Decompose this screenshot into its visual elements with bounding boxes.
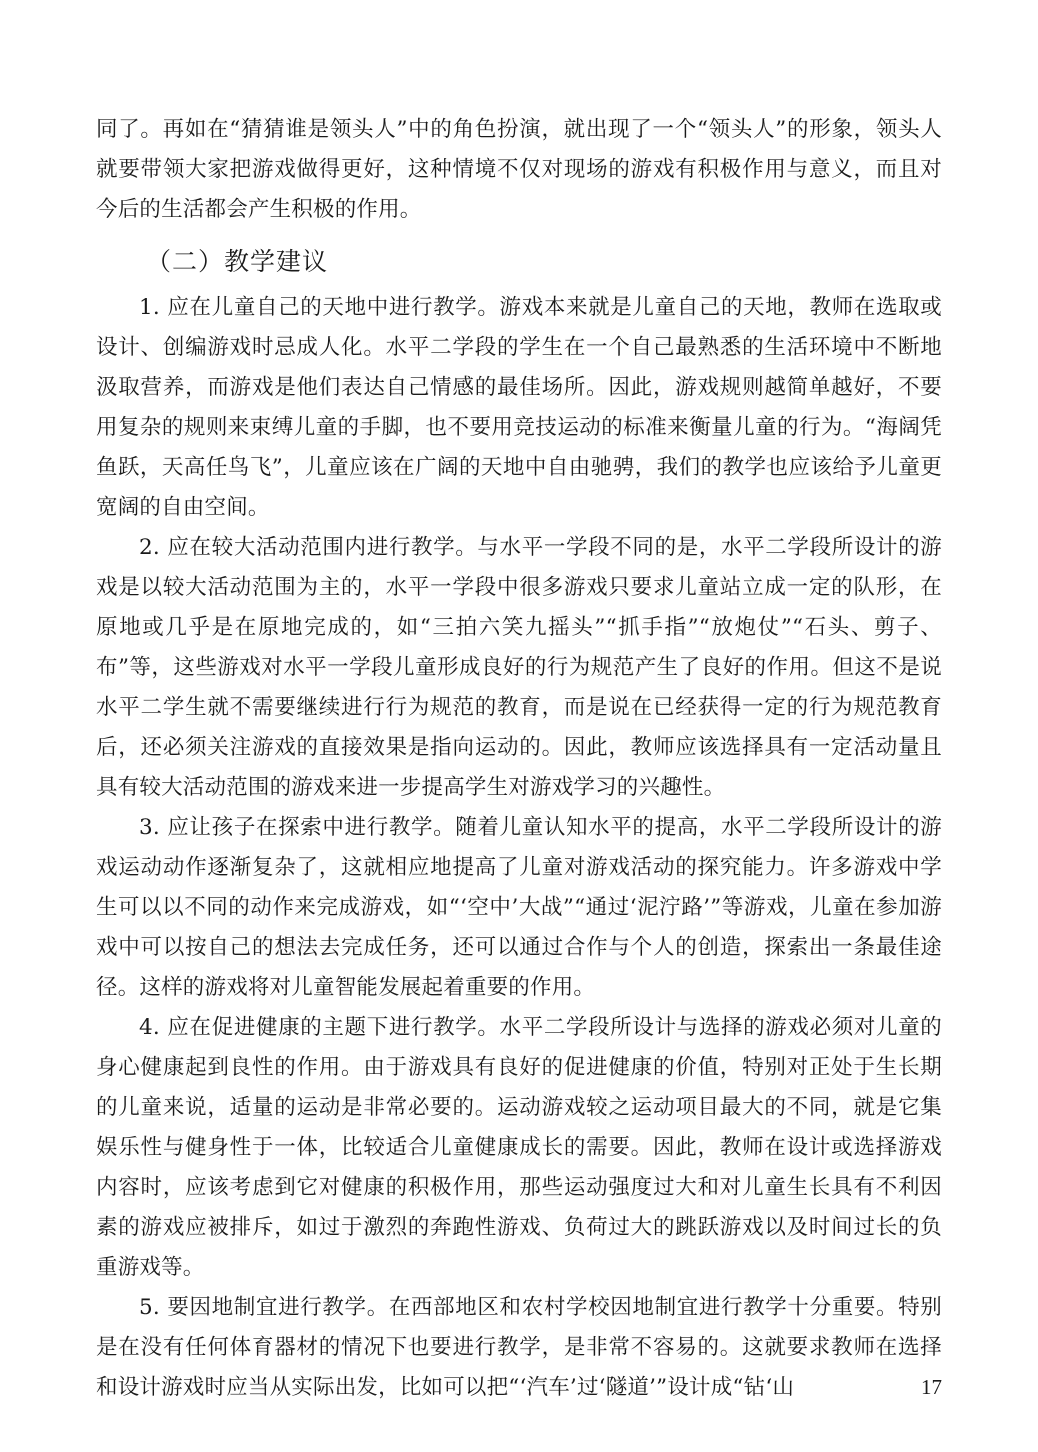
- paragraph-item-1: 1. 应在儿童自己的天地中进行教学。游戏本来就是儿童自己的天地，教师在选取或设计、创编游戏时忌成人化。水平二学段的学生在一个自己最熟悉的生活环境中不断地汲取营养，而游戏是他们表达自己情感的最佳场所。因此，游戏规则越简单越好，不要用复杂的规则来束缚儿童的手脚，也不要用竞技运动的标准来衡量儿童的行为。“海阔凭鱼跃，天高任鸟飞”，儿童应该在广阔的天地中自由驰骋，我们的教学也应该给予儿童更宽阔的自由空间。: [96, 295, 942, 520]
- page-content: [96, 110, 942, 1408]
- paragraph-item-2: 2. 应在较大活动范围内进行教学。与水平一学段不同的是，水平二学段所设计的游戏是以较大活动范围为主的，水平一学段中很多游戏只要求儿童站立成一定的队形，在原地或几乎是在原地完成的，如“三拍六笑九摇头”“抓手指”“放炮仗”“石头、剪子、布”等，这些游戏对水平一学段儿童形成良好的行为规范产生了良好的作用。但这不是说水平二学生就不需要继续进行行为规范的教育，而是说在已经获得一定的行为规范教育后，还必须关注游戏的直接效果是指向运动的。因此，教师应该选择具有一定活动量且具有较大活动范围的游戏来进一步提高学生对游戏学习的兴趣性。: [96, 535, 942, 800]
- paragraph-item-5: 5. 要因地制宜进行教学。在西部地区和农村学校因地制宜进行教学十分重要。特别是在没有任何体育器材的情况下也要进行教学，是非常不容易的。这就要求教师在选择和设计游戏时应当从实际出发，比如可以把“‘汽车’过‘隧道’”设计成“钻‘山: [96, 1295, 942, 1400]
- paragraph-item-3: 3. 应让孩子在探索中进行教学。随着儿童认知水平的提高，水平二学段所设计的游戏运动动作逐渐复杂了，这就相应地提高了儿童对游戏活动的探究能力。许多游戏中学生可以以不同的动作来完成游戏，如“‘空中’大战”“通过‘泥泞路’”等游戏，儿童在参加游戏中可以按自己的想法去完成任务，还可以通过合作与个人的创造，探索出一条最佳途径。这样的游戏将对儿童智能发展起着重要的作用。: [96, 815, 942, 1000]
- section-heading: （二）教学建议: [146, 247, 329, 276]
- page-number: 17: [921, 1375, 942, 1399]
- paragraph-item-4: 4. 应在促进健康的主题下进行教学。水平二学段所设计与选择的游戏必须对儿童的身心健康起到良性的作用。由于游戏具有良好的促进健康的价值，特别对正处于生长期的儿童来说，适量的运动是非常必要的。运动游戏较之运动项目最大的不同，就是它集娱乐性与健身性于一体，比较适合儿童健康成长的需要。因此，教师在设计或选择游戏内容时，应该考虑到它对健康的积极作用，那些运动强度过大和对儿童生长具有不利因素的游戏应被排斥，如过于激烈的奔跑性游戏、负荷过大的跳跃游戏以及时间过长的负重游戏等。: [96, 1015, 942, 1280]
- paragraph-continuation: 同了。再如在“猜猜谁是领头人”中的角色扮演，就出现了一个“领头人”的形象，领头人就要带领大家把游戏做得更好，这种情境不仅对现场的游戏有积极作用与意义，而且对今后的生活都会产生积极的作用。: [96, 117, 942, 222]
